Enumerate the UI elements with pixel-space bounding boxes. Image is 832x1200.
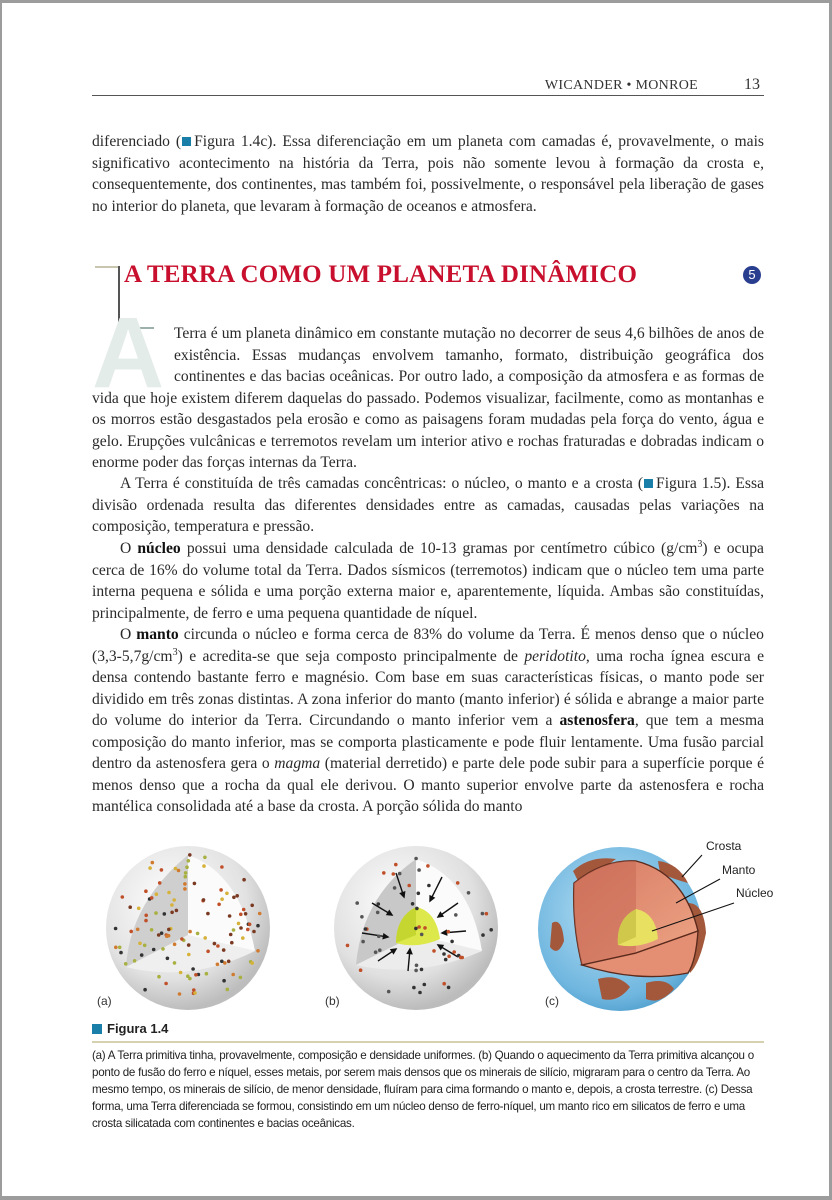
paragraph-nucleus xyxy=(92,538,764,624)
mineral-dot xyxy=(170,911,174,915)
mineral-dot xyxy=(417,925,421,929)
mineral-dot xyxy=(377,935,381,939)
paragraph-text: ) e ocupa cerca de 16% do volume total da Terra. Dados sísmicos (terremotos) indicam que o núcleo tem uma parte interna pequena e sólida e uma porção externa maior e, aparentemente, líquida. Ambas são constituídas, principalmente, de ferro e uma pequena quantidade de níquel. xyxy=(92,540,764,622)
mineral-dot xyxy=(242,908,246,912)
paragraph-text: ). Essa divisão ordenada resulta das diferentes densidades entre as camadas, causadas pelas variações na composição, temperatura e pressão. xyxy=(92,475,764,535)
mineral-dot xyxy=(244,912,248,916)
paragraph-dynamic-planet xyxy=(92,323,764,474)
figure-caption: (a) A Terra primitiva tinha, provavelmente, composição e densidade uniformes. (b) Quando o aquecimento da Terra primitiva alcançou o ponto de fusão do ferro e níquel, esses metais, por serem mais densos que os minerais de silício, migraram para o centro da Terra. Ao mesmo tempo, os minerais de silício, de menor densidade, fluíram para cima formando o manto e, depois, a crosta terrestre. (c) Dessa forma, uma Terra diferenciada se formou, consistindo em um núcleo denso de ferro-níquel, um manto rico em silicatos de ferro e uma crosta silicatada com continentes e bacias oceânicas. xyxy=(92,1049,754,1130)
mineral-dot xyxy=(248,923,252,927)
term-nucleo: núcleo xyxy=(137,540,181,557)
mineral-dot xyxy=(418,991,422,995)
mineral-dot xyxy=(361,940,365,944)
differentiating-earth-illustration xyxy=(318,833,528,1013)
mineral-dot xyxy=(250,961,254,965)
intro-paragraph xyxy=(92,131,764,217)
drop-cap-letter: A xyxy=(92,297,165,409)
mineral-dot xyxy=(202,898,206,902)
mineral-dot xyxy=(138,942,142,946)
figure-square-icon xyxy=(92,1024,102,1034)
mineral-dot xyxy=(191,967,195,971)
mineral-dot xyxy=(205,972,209,976)
mineral-dot xyxy=(230,941,234,945)
mineral-dot xyxy=(485,912,489,916)
figure-caption-rule xyxy=(92,1041,764,1043)
mineral-dot xyxy=(374,950,378,954)
mineral-dot xyxy=(167,891,171,895)
mineral-dot xyxy=(220,960,224,964)
mineral-dot xyxy=(143,944,147,948)
mineral-dot xyxy=(456,881,460,885)
mineral-dot xyxy=(239,913,243,917)
mineral-dot xyxy=(447,986,451,990)
mineral-dot xyxy=(158,881,162,885)
panel-label-c: (c) xyxy=(545,994,559,1008)
mineral-dot xyxy=(144,919,148,923)
paragraph-layers xyxy=(92,473,764,538)
mineral-dot xyxy=(393,886,397,890)
mineral-dot xyxy=(114,946,118,950)
term-peridotito: peridotito xyxy=(524,647,586,665)
mineral-dot xyxy=(252,930,256,934)
mineral-dot xyxy=(232,896,236,900)
mineral-dot xyxy=(196,932,200,936)
mineral-dot xyxy=(427,884,431,888)
intro-text-start: diferenciado ( xyxy=(92,133,182,150)
mineral-dot xyxy=(185,865,189,869)
mineral-dot xyxy=(346,944,350,948)
mineral-dot xyxy=(154,911,158,915)
mineral-dot xyxy=(423,926,427,930)
drop-cap-spacer xyxy=(92,323,174,387)
superscript: 3 xyxy=(172,646,178,658)
paragraph-text: O xyxy=(120,540,138,557)
mineral-dot xyxy=(237,922,241,926)
mineral-dot xyxy=(151,861,155,865)
mineral-dot xyxy=(407,884,411,888)
mineral-dot xyxy=(184,875,188,879)
figure-panel-b xyxy=(318,833,528,1013)
mineral-dot xyxy=(447,955,451,959)
mineral-dot xyxy=(213,942,217,946)
mineral-dot xyxy=(227,960,231,964)
paragraph-text: A Terra é constituída de três camadas concêntricas: o núcleo, o manto e a crosta ( xyxy=(120,475,644,492)
mineral-dot xyxy=(148,866,152,870)
figure-title xyxy=(92,1021,168,1036)
mineral-dot xyxy=(128,905,132,909)
mineral-dot xyxy=(220,865,224,869)
mineral-dot xyxy=(360,915,364,919)
mineral-dot xyxy=(183,887,187,891)
mineral-dot xyxy=(414,969,418,973)
mineral-dot xyxy=(392,872,396,876)
mineral-dot xyxy=(256,924,260,928)
superscript: 3 xyxy=(697,538,703,550)
mineral-dot xyxy=(150,896,154,900)
mineral-dot xyxy=(114,927,118,931)
figure-panel-a xyxy=(90,833,300,1013)
paragraph-mantle xyxy=(92,624,764,818)
mineral-dot xyxy=(193,991,197,995)
mineral-dot xyxy=(144,914,148,918)
mineral-dot xyxy=(119,951,123,955)
section-bracket-top xyxy=(95,266,120,268)
mineral-dot xyxy=(489,928,493,932)
mineral-dot xyxy=(442,982,446,986)
term-magma: magma xyxy=(274,755,321,772)
mineral-dot xyxy=(170,903,174,907)
mineral-dot xyxy=(144,889,148,893)
mineral-dot xyxy=(414,927,418,931)
mineral-dot xyxy=(174,867,178,871)
mineral-dot xyxy=(194,973,198,977)
mineral-dot xyxy=(242,878,246,882)
mineral-dot xyxy=(467,891,471,895)
running-header xyxy=(92,75,764,96)
mineral-dot xyxy=(175,909,179,913)
section-number-badge: 5 xyxy=(743,266,761,284)
mineral-dot xyxy=(398,872,402,876)
mineral-dot xyxy=(258,912,262,916)
mineral-dot xyxy=(186,974,190,978)
mineral-dot xyxy=(222,948,226,952)
mineral-dot xyxy=(220,897,224,901)
mineral-dot xyxy=(235,894,239,898)
mineral-dot xyxy=(133,959,137,963)
mineral-dot xyxy=(143,988,147,992)
mineral-dot xyxy=(172,898,176,902)
mineral-dot xyxy=(239,926,243,930)
figure-1-4 xyxy=(90,833,774,1013)
mineral-dot xyxy=(160,868,164,872)
mineral-dot xyxy=(118,946,122,950)
header-authors: WICANDER • MONROE xyxy=(544,78,698,93)
mineral-dot xyxy=(124,962,128,966)
mineral-dot xyxy=(129,930,133,934)
mineral-dot xyxy=(178,992,182,996)
mineral-dot xyxy=(420,933,424,937)
mineral-dot xyxy=(157,933,161,937)
mineral-dot xyxy=(173,943,177,947)
mineral-dot xyxy=(378,948,382,952)
mineral-dot xyxy=(355,901,359,905)
mineral-dot xyxy=(187,859,191,863)
mineral-dot xyxy=(164,982,168,986)
mineral-dot xyxy=(206,912,210,916)
mineral-dot xyxy=(459,956,463,960)
mineral-dot xyxy=(121,895,125,899)
mineral-dot xyxy=(229,933,233,937)
mineral-dot xyxy=(423,983,427,987)
mineral-dot xyxy=(173,961,177,965)
mineral-dot xyxy=(202,864,206,868)
mineral-dot xyxy=(203,856,207,860)
uniform-earth-illustration xyxy=(90,833,300,1013)
mineral-dot xyxy=(481,912,485,916)
mineral-dot xyxy=(415,964,419,968)
mineral-dot xyxy=(179,971,183,975)
mineral-dot xyxy=(206,950,210,954)
term-astenosfera: astenosfera xyxy=(559,712,635,729)
paragraph-text: O xyxy=(120,626,137,643)
paragraph-text: circunda o núcleo e forma cerca de 83% do volume da Terra. É menos denso que o núcleo (3,3-5,7g/cm xyxy=(92,626,764,665)
mineral-dot xyxy=(193,882,197,886)
mineral-dot xyxy=(414,857,418,861)
mineral-dot xyxy=(155,892,159,896)
mineral-dot xyxy=(444,958,448,962)
mineral-dot xyxy=(382,871,386,875)
mineral-dot xyxy=(454,913,458,917)
mineral-dot xyxy=(432,949,436,953)
mineral-dot xyxy=(161,947,165,951)
mineral-dot xyxy=(442,952,446,956)
figure-title-text: Figura 1.4 xyxy=(107,1021,169,1036)
mineral-dot xyxy=(225,892,229,896)
mineral-dot xyxy=(216,944,220,948)
paragraph-text: possui uma densidade calculada de 10-13 gramas por centímetro cúbico (g/cm xyxy=(180,540,698,557)
paragraph-text: , uma rocha ígnea escura e densa contendo bastante ferro e magnésio. Com base em suas características físicas, o manto pode ser dividido em três zonas distintas. A zona inferior do manto (manto inferior) é sólida e abrange a maior parte do volume do interior da Terra. Circundando o manto inferior vem a xyxy=(92,647,764,729)
mineral-dot xyxy=(415,907,419,911)
callout-crosta: Crosta xyxy=(706,839,742,853)
mineral-dot xyxy=(180,937,184,941)
mineral-dot xyxy=(417,892,421,896)
page-number: 13 xyxy=(744,76,760,93)
mineral-dot xyxy=(250,904,254,908)
book-page xyxy=(2,3,829,1196)
mineral-dot xyxy=(394,863,398,867)
figure-panel-c xyxy=(538,833,774,1013)
panel-label-a: (a) xyxy=(97,994,112,1008)
mineral-dot xyxy=(481,933,485,937)
mineral-dot xyxy=(376,911,380,915)
mantle-shadow-face xyxy=(574,861,636,965)
mineral-dot xyxy=(188,853,192,857)
mineral-dot xyxy=(364,927,368,931)
callout-manto: Manto xyxy=(722,863,756,877)
mineral-dot xyxy=(417,868,421,872)
mineral-dot xyxy=(231,973,235,977)
mineral-dot xyxy=(256,949,260,953)
mineral-dot xyxy=(226,988,230,992)
mineral-dot xyxy=(222,979,226,983)
mineral-dot xyxy=(187,943,191,947)
mineral-dot xyxy=(183,882,187,886)
paragraph-text: Terra é um planeta dinâmico em constante mutação no decorrer de seus 4,6 bilhões de anos de existência. Essas mudanças envolvem tamanho, formato, distribuição geográfica dos continentes e das bacias oceânicas. Por outro lado, a composição da atmosfera e as formas de vida que hoje existem diferem daquelas do passado. Podemos visualizar, facilmente, como as montanhas e os morros estão desgastados pela erosão e como as paisagens foram mudadas pela força do vento, água e gelo. Erupções vulcânicas e terremotos revelam um interior ativo e rochas fraturadas e dobradas indicam o enorme poder das forças internas da Terra. xyxy=(92,325,764,471)
mineral-dot xyxy=(447,930,451,934)
mineral-dot xyxy=(411,902,415,906)
mineral-dot xyxy=(187,953,191,957)
mineral-dot xyxy=(163,912,167,916)
paragraph-text: ) e acredita-se que seja composto principalmente de xyxy=(177,647,525,665)
mineral-dot xyxy=(228,914,232,918)
figure-reference-link[interactable]: Figura 1.4c xyxy=(194,133,268,150)
mineral-dot xyxy=(450,940,454,944)
section-heading: A TERRA COMO UM PLANETA DINÂMICO xyxy=(124,261,638,288)
mineral-dot xyxy=(137,907,141,911)
mineral-dot xyxy=(188,930,192,934)
mineral-dot xyxy=(150,928,154,932)
intro-text-end: ). Essa diferenciação em um planeta com camadas é, provavelmente, o mais significativo acontecimento na história da Terra, pois não somente levou à formação da crosta e, consequentemente, dos continentes, mas também foi, possivelmente, o responsável pela liberação de gases no interior do planeta, que levaram à formação de oceanos e atmosfera. xyxy=(92,133,764,215)
mineral-dot xyxy=(217,903,221,907)
figure-ref-square-icon xyxy=(182,137,191,146)
mineral-dot xyxy=(167,928,171,932)
mineral-dot xyxy=(246,928,250,932)
differentiated-earth-illustration xyxy=(538,833,770,1013)
mineral-dot xyxy=(412,986,416,990)
mineral-dot xyxy=(359,968,363,972)
mineral-dot xyxy=(184,871,188,875)
mineral-dot xyxy=(452,950,456,954)
mineral-dot xyxy=(216,963,220,967)
mineral-dot xyxy=(166,957,170,961)
panel-label-b: (b) xyxy=(325,994,340,1008)
mineral-dot xyxy=(232,928,236,932)
mineral-dot xyxy=(420,968,424,972)
mineral-dot xyxy=(239,976,243,980)
mineral-dot xyxy=(177,869,181,873)
figure-reference-link[interactable]: Figura 1.5 xyxy=(656,475,722,492)
figure-ref-square-icon xyxy=(644,479,653,488)
mineral-dot xyxy=(167,934,171,938)
paragraph-text: (material derretido) e parte dele pode subir para a superfície porque é menos denso que a rocha da qual ele derivou. O manto superior envolve parte da astenosfera e rocha mantélica consolidada até a base da crosta. A porção sólida do manto xyxy=(92,755,765,815)
mineral-dot xyxy=(140,953,144,957)
mineral-dot xyxy=(377,902,381,906)
mineral-dot xyxy=(203,936,207,940)
mineral-dot xyxy=(426,864,430,868)
mineral-dot xyxy=(219,888,223,892)
mineral-dot xyxy=(157,975,161,979)
paragraph-text: , que tem a mesma composição do manto inferior, mas se comporta plasticamente e pode fluir lentamente. Uma fusão parcial dentro da astenosfera gera o xyxy=(92,712,764,772)
callout-nucleo: Núcleo xyxy=(736,886,774,900)
mineral-dot xyxy=(152,948,156,952)
mineral-dot xyxy=(387,990,391,994)
term-manto: manto xyxy=(136,626,179,643)
mineral-dot xyxy=(136,928,140,932)
mineral-dot xyxy=(241,936,245,940)
